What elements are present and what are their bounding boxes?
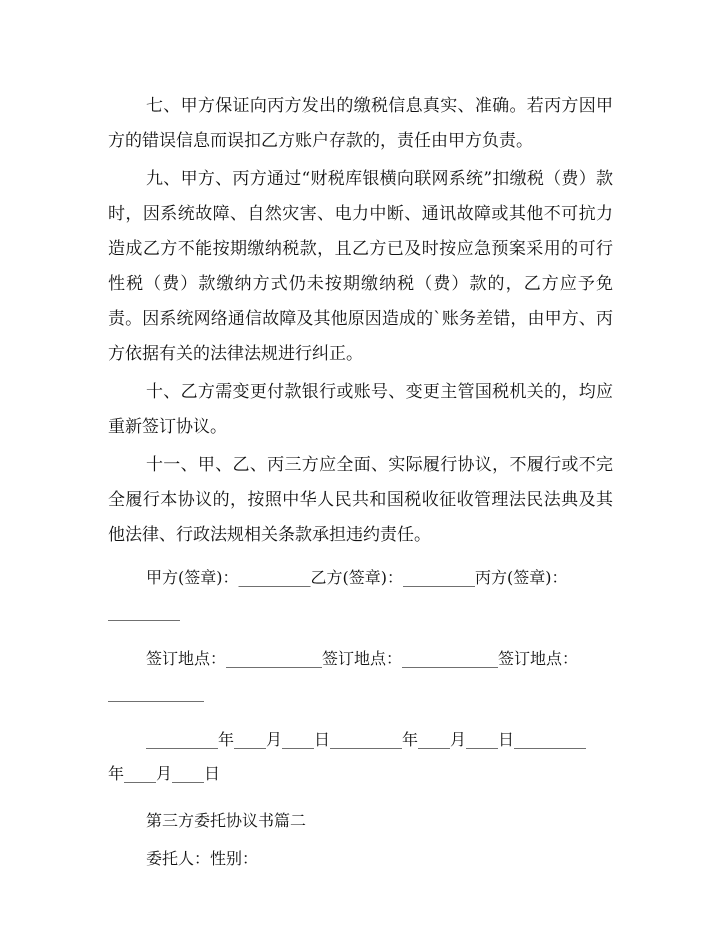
signature-line-parties-cont: _________	[108, 602, 180, 621]
principal-line: 委托人：性别：	[146, 849, 259, 868]
clause-9: 九、甲方、丙方通过“财税库银横向联网系统”扣缴税（费）款时，因系统故障、自然灾害、电力中断、通讯故障或其他不可抗力造成乙方不能按期缴纳税款，且乙方已及时按应急预案采用的可行性税（费）款缴纳方式仍未按期缴纳税（费）款的，乙方应予免责。因系统网络通信故障及其他原因造成的`账务差错，由甲方、丙方依据有关的法律法规进行纠正。	[108, 169, 613, 364]
signature-line-location-cont: ____________	[108, 683, 204, 702]
clause-7: 七、甲方保证向丙方发出的缴税信息真实、准确。若丙方因甲方的错误信息而误扣乙方账户存款的，责任由甲方负责。	[108, 96, 613, 151]
signature-line-location: 签订地点：____________签订地点：____________签订地点：	[146, 649, 579, 668]
signature-line-parties: 甲方(签章)：_________乙方(签章)：_________丙方(签章)：	[146, 568, 568, 587]
signature-line-date-cont: 年____月____日	[108, 764, 221, 783]
clause-11: 十一、甲、乙、丙三方应全面、实际履行协议，不履行或不完全履行本协议的，按照中华人民共和国税收征收管理法民法典及其他法律、行政法规相关条款承担违约责任。	[108, 455, 613, 545]
document-body	[108, 89, 613, 880]
signature-line-date: _________年____月____日_________年____月____日_________	[146, 730, 587, 749]
section-title: 第三方委托协议书篇二	[146, 811, 307, 830]
clause-10: 十、乙方需变更付款银行或账号、变更主管国税机关的，均应重新签订协议。	[108, 382, 613, 437]
